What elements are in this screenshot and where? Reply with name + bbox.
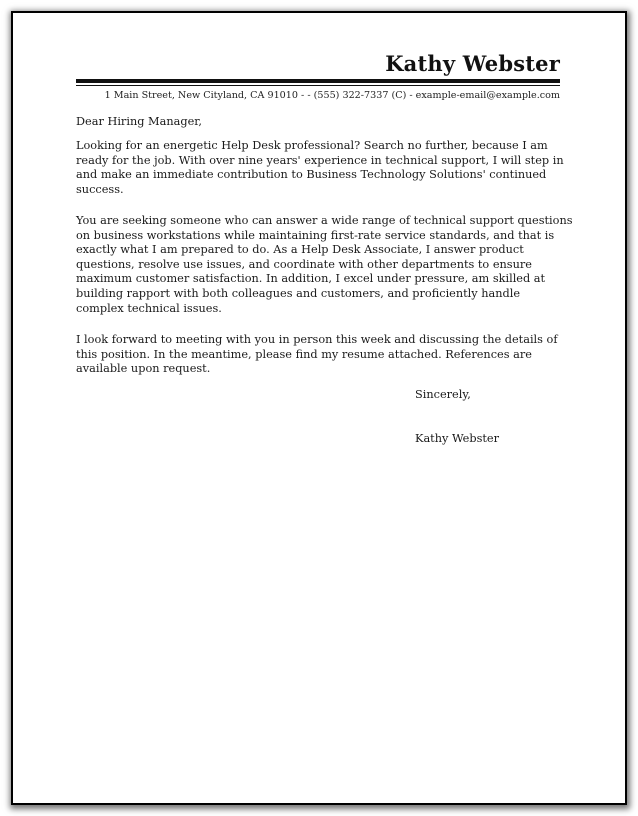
paragraph-2 [76,214,576,316]
paragraph-line: building rapport with both colleagues and customers, and proficiently handle [76,286,521,300]
paragraph-line: complex technical issues. [76,301,222,315]
header-rule-thick [76,79,560,83]
header-rule-thin [76,85,560,86]
paragraph-line: ready for the job. With over nine years' experience in technical support, I will step in [76,153,564,167]
signature-name: Kathy Webster [415,432,499,445]
paragraph-line: and make an immediate contribution to Business Technology Solutions' continued [76,168,547,182]
paragraph-line: available upon request. [76,362,211,376]
paragraph-line: I look forward to meeting with you in person this week and discussing the details of [76,333,558,346]
paragraph-line: on business workstations while maintaining first-rate service standards, and that is [76,228,555,242]
salutation: Dear Hiring Manager, [76,115,203,128]
paragraph-1 [76,139,576,197]
paragraph-line: maximum customer satisfaction. In addition, I excel under pressure, am skilled at [76,272,546,286]
applicant-name-heading: Kathy Webster [385,51,560,76]
paragraph-line: success. [76,182,124,196]
closing-text: Sincerely, [415,388,471,401]
paragraph-line: You are seeking someone who can answer a wide range of technical support questions [76,214,573,227]
paragraph-line: this position. In the meantime, please find my resume attached. References are [76,347,532,361]
paragraph-3 [76,333,576,377]
paragraph-line: Looking for an energetic Help Desk professional? Search no further, because I am [76,139,548,152]
contact-line: 1 Main Street, New Cityland, CA 91010 - - (555) 322-7337 (C) - example-email@example.com [104,90,560,101]
paragraph-line: questions, resolve use issues, and coordinate with other departments to ensure [76,257,532,271]
paragraph-line: exactly what I am prepared to do. As a Help Desk Associate, I answer product [76,243,524,257]
